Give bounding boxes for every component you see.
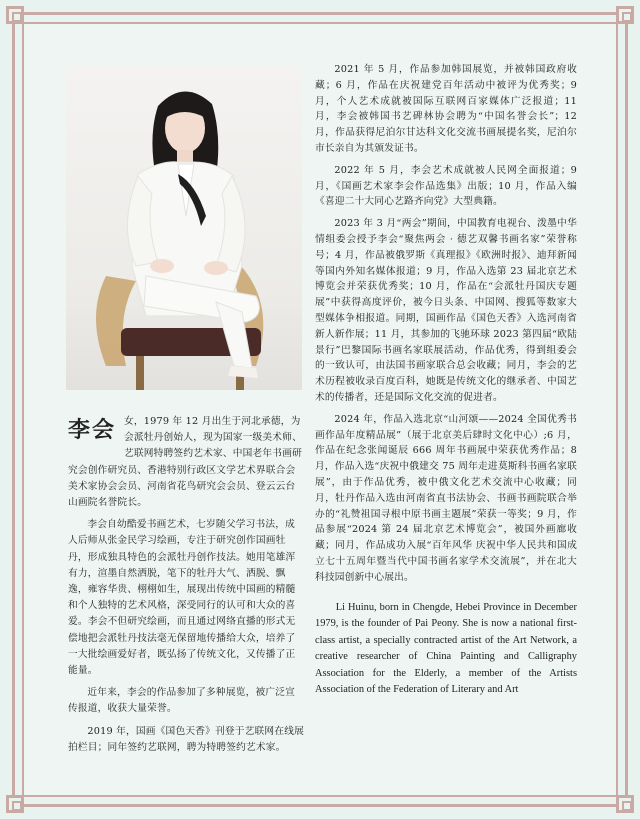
- corner-ornament: [616, 6, 634, 24]
- artist-name: 李会: [68, 417, 117, 443]
- year-2023-paragraph: 2023 年 3 月“两会”期间，中国教育电视台、泼墨中华情组委会授予李会“聚焦两会 · 德艺双馨书画名家”荣誉称号；4 月，作品被俄罗斯《真理报》《欧洲时报》、迪拜新闻等国内外知名媒体报道；9 月，作品入选第 23 届北京艺术博览会并荣获优秀奖；10 月，作品在“会派牡丹国庆专题展”中获得高度评价，被今日头条、中国网、搜狐等数家大型媒体争相报道。同期，国画作品《国色天香》入选河南省新人新作展；11 月，其参加的飞驰环球 2023 第四届“欧陆景行”巴黎国际书画名家联展活动，作品优秀，得到组委会的一致认可，由法国书画家联合总会收藏；同月，李会的艺术历程被收录百度百科，她既是传统文化的继承者、中国艺术的传播者，还是国际文化交流的促进者。: [315, 218, 577, 403]
- intro-paragraph: 女，1979 年 12 月出生于河北承德，为会派牡丹创始人，现为国家一级美术师、艺联网特聘签约艺术家、中国老年书画研究会创作研究员、香港特别行政区文学艺术界联合会美术家协会会员、河南省花鸟研究会会员、登云云台山画院名誉院长。: [68, 416, 302, 509]
- corner-ornament: [616, 795, 634, 813]
- corner-ornament: [6, 6, 24, 24]
- english-biography: Li Huinu, born in Chengde, Hebei Province in December 1979, is the founder of Pai Peony. She is now a national first-class artist, a specially contracted artist of the Art Network, a creative researcher of China Painting and Calligraphy Association for the Elderly, a member of the Artists Association of the Federation of Literary and Art: [315, 601, 577, 696]
- right-column: [315, 62, 577, 705]
- left-column: [68, 414, 304, 756]
- biography-paragraph: 李会自幼酷爱书画艺术，七岁随父学习书法，成人后师从张金民学习绘画，专注于研究创作国画牡丹，形成独具特色的会派牡丹创作技法。她用笔雄浑有力，渲墨自然洒脱，笔下的牡丹大气、洒脱、飘逸，雍容华贵、栩栩如生，展现出传统中国画的精髓和个人独特的艺术风格，深受同行的认可和大众的喜爱。李会不但研究绘画，而且通过网络直播的形式无偿地把会派牡丹技法毫无保留地传播给大众，培养了一大批绘画爱好者，既弘扬了传统文化，又传播了正能量。: [68, 519, 296, 677]
- corner-ornament: [6, 795, 24, 813]
- year-2022-paragraph: 2022 年 5 月，李会艺术成就被人民网全面报道；9 月，《国画艺术家李会作品选集》出版；10 月，作品入编《喜迎二十大同心艺路齐向党》大型典籍。: [315, 164, 577, 208]
- exhibitions-intro-paragraph: 近年来，李会的作品参加了多种展览，被广泛宣传报道，收获大量荣誉。: [68, 687, 296, 715]
- year-2019-paragraph: 2019 年，国画《国色天香》刊登于艺联网在线展拍栏目；同年签约艺联网，聘为特聘签约艺术家。: [68, 725, 304, 753]
- year-2024-paragraph: 2024 年，作品入选北京“山河颂——2024 全国优秀书画作品年度精品展”（展于北京美后肆时文化中心）;6 月，作品在纪念张闻诞辰 666 周年书画展中荣获优秀作品；8 月，作品入选“庆祝中俄建交 75 周年走进莫斯科书画名家联展”，由于作品优秀，被中俄文化艺术交流中心收藏；同月，牡丹作品入选由河南省直书法协会、书画书画院联合举办的“礼赞祖国寻根中原书画主题展”荣获一等奖；9 月，作品参展“2024 第 24 届北京艺术博览会”，被国外画廊收藏；同月，作品成功入展“百年风华 庆祝中华人民共和国成立七十五周年暨当代中国书画名家学术交流展”，并在北大科技园创新中心展出。: [315, 413, 577, 583]
- year-2021-paragraph: 2021 年 5 月，作品参加韩国展览，并被韩国政府收藏；6 月，作品在庆祝建党百年活动中被评为优秀奖；9 月，个人艺术成就被国际互联网百家媒体广泛报道；11 月，李会被韩国书艺碑林协会聘为“中国名誉会长”；12 月，作品获得尼泊尔甘达科文化交流书画展提名奖，尼泊尔市长亲自为其颁发证书。: [315, 64, 577, 154]
- portrait-photo: [66, 66, 302, 390]
